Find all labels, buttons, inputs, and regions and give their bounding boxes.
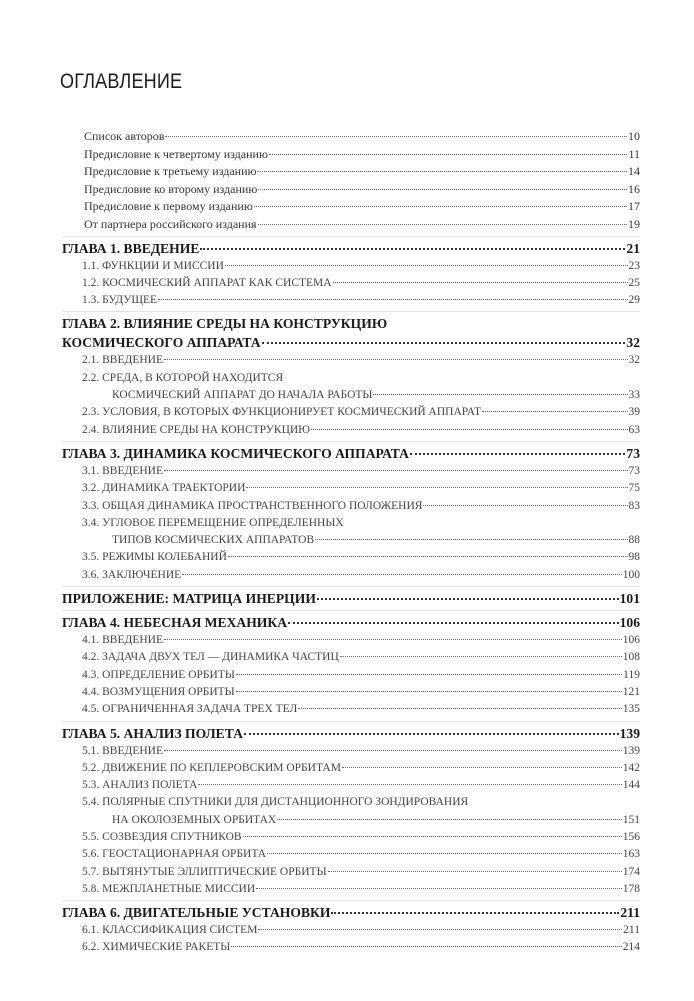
page-number: 73 <box>628 464 640 477</box>
toc-chapter-entry-row[interactable] <box>62 333 640 352</box>
toc-section-entry-row[interactable] <box>82 812 640 829</box>
page-number: 32 <box>628 354 640 367</box>
entry-title: 6.2. ХИМИЧЕСКИЕ РАКЕТЫ <box>82 941 231 954</box>
entry-title: ПРИЛОЖЕНИЕ: МАТРИЦА ИНЕРЦИИ <box>62 591 316 607</box>
toc-section-entry-row[interactable] <box>82 404 640 421</box>
toc-section-entry[interactable] <box>62 352 640 369</box>
toc-chapter-entry[interactable] <box>62 586 640 608</box>
page-number: 10 <box>628 129 640 143</box>
entry-title: ГЛАВА 3. ДИНАМИКА КОСМИЧЕСКОГО АППАРАТА <box>62 445 409 461</box>
dot-leader <box>164 750 622 751</box>
entry-title: Список авторов <box>84 129 165 143</box>
dot-leader <box>298 708 621 709</box>
toc-section-entry-row[interactable] <box>82 352 640 369</box>
entry-title: 1.1. ФУНКЦИИ И МИССИИ <box>82 259 224 272</box>
toc-section-entry-row[interactable] <box>82 387 640 404</box>
page-number: 211 <box>620 905 640 921</box>
toc-section-entry[interactable] <box>62 498 640 515</box>
toc-section-entry-row[interactable] <box>82 760 640 777</box>
dot-leader <box>317 598 619 600</box>
entry-title: 5.6. ГЕОСТАЦИОНАРНАЯ ОРБИТА <box>82 848 267 861</box>
dot-leader <box>333 282 628 283</box>
dot-leader <box>254 206 627 207</box>
dot-leader <box>258 189 627 190</box>
toc-front-entry-row[interactable] <box>84 163 640 181</box>
page-number: 33 <box>628 389 640 402</box>
toc-front-entry-row[interactable] <box>84 128 640 146</box>
page-number: 174 <box>622 865 640 878</box>
dot-leader <box>288 622 619 624</box>
dot-leader <box>182 574 622 575</box>
dot-leader <box>269 154 628 155</box>
toc-front-entry-row[interactable] <box>84 216 640 234</box>
toc-section-entry-row[interactable] <box>82 939 640 956</box>
page-number: 98 <box>628 551 640 564</box>
toc-section-entry-row[interactable] <box>82 567 640 584</box>
toc-front-entry[interactable] <box>62 216 640 234</box>
entry-title: ГЛАВА 4. НЕБЕСНАЯ МЕХАНИКА <box>62 615 288 631</box>
dot-leader <box>331 912 619 914</box>
toc-section-entry-row[interactable] <box>82 922 640 939</box>
toc-section-entry[interactable] <box>62 846 640 863</box>
toc-section-entry[interactable] <box>62 275 640 292</box>
page-number: 23 <box>628 259 640 272</box>
toc-front-entry[interactable] <box>62 163 640 181</box>
page-number: 75 <box>628 482 640 495</box>
dot-leader <box>244 733 619 735</box>
page-number: 29 <box>628 294 640 307</box>
dot-leader <box>410 453 626 455</box>
page-number: 121 <box>622 685 640 698</box>
page-number: 25 <box>628 276 640 289</box>
entry-title: 4.5. ОГРАНИЧЕННАЯ ЗАДАЧА ТРЕХ ТЕЛ <box>82 703 298 716</box>
page-number: 119 <box>623 668 640 681</box>
toc-section-entry-row[interactable] <box>82 777 640 794</box>
entry-title: 2.4. ВЛИЯНИЕ СРЕДЫ НА КОНСТРУКЦИЮ <box>82 423 311 436</box>
entry-title: ГЛАВА 5. АНАЛИЗ ПОЛЕТА <box>62 725 243 741</box>
entry-title-line1: 5.4. ПОЛЯРНЫЕ СПУТНИКИ ДЛЯ ДИСТАНЦИОННОГО ЗОНДИРОВАНИЯ <box>82 796 469 809</box>
page-number: 88 <box>628 534 640 547</box>
toc-section-entry[interactable] <box>62 667 640 684</box>
page-number: 106 <box>622 634 640 647</box>
toc-chapter-entry-row[interactable] <box>62 613 640 632</box>
toc-section-entry[interactable] <box>62 632 640 649</box>
toc-chapter-entry[interactable] <box>62 900 640 922</box>
toc-section-entry[interactable] <box>62 829 640 846</box>
page-number: 156 <box>622 830 640 843</box>
entry-title: От партнера российского издания <box>84 216 257 231</box>
toc-section-entry[interactable] <box>62 515 640 550</box>
toc-section-entry[interactable] <box>62 370 640 405</box>
entry-title: 4.2. ЗАДАЧА ДВУХ ТЕЛ — ДИНАМИКА ЧАСТИЦ <box>82 651 339 664</box>
entry-title: 4.1. ВВЕДЕНИЕ <box>82 634 163 647</box>
entry-title: 3.1. ВВЕДЕНИЕ <box>82 464 163 477</box>
dot-leader <box>236 674 622 675</box>
dot-leader <box>164 639 622 640</box>
toc-section-entry[interactable] <box>62 864 640 881</box>
toc-section-entry-row[interactable] <box>82 743 640 760</box>
entry-title-line1: ГЛАВА 2. ВЛИЯНИЕ СРЕДЫ НА КОНСТРУКЦИЮ <box>62 316 388 332</box>
dot-leader <box>158 299 627 300</box>
entry-title: ГЛАВА 1. ВВЕДЕНИЕ <box>62 240 200 256</box>
toc-section-entry[interactable] <box>62 777 640 794</box>
page-number: 214 <box>622 941 640 954</box>
page-number: 144 <box>622 779 640 792</box>
toc-section-entry-row[interactable] <box>82 684 640 701</box>
toc-section-entry[interactable] <box>62 684 640 701</box>
toc-section-entry-row[interactable] <box>82 480 640 497</box>
dot-leader <box>340 656 622 657</box>
entry-title: 3.3. ОБЩАЯ ДИНАМИКА ПРОСТРАНСТВЕННОГО ПОЛОЖЕНИЯ <box>82 499 423 512</box>
toc-front-entry[interactable] <box>62 198 640 216</box>
dot-leader <box>315 539 627 540</box>
page-number: 21 <box>626 240 640 256</box>
entry-title: 5.2. ДВИЖЕНИЕ ПО КЕПЛЕРОВСКИМ ОРБИТАМ <box>82 761 341 774</box>
page-number: 17 <box>628 199 640 214</box>
page-number: 163 <box>622 848 640 861</box>
page-number: 32 <box>626 335 640 351</box>
page-number: 83 <box>628 499 640 512</box>
page-number: 14 <box>628 164 640 179</box>
toc-chapter-entry[interactable] <box>62 311 640 352</box>
toc-section-entry[interactable] <box>62 760 640 777</box>
toc-section-entry[interactable] <box>62 549 640 566</box>
toc-section-entry-row[interactable] <box>82 549 640 566</box>
entry-title-line1: 2.2. СРЕДА, В КОТОРОЙ НАХОДИТСЯ <box>82 371 284 384</box>
toc-section-entry[interactable] <box>62 743 640 760</box>
dot-leader <box>482 411 627 412</box>
entry-title: 4.4. ВОЗМУЩЕНИЯ ОРБИТЫ <box>82 685 235 698</box>
dot-leader <box>342 767 622 768</box>
toc-section-entry[interactable] <box>62 649 640 666</box>
entry-title: 6.1. КЛАССИФИКАЦИЯ СИСТЕМ <box>82 924 258 937</box>
toc-chapter-entry-row[interactable] <box>62 724 640 743</box>
entry-title: Предисловие ко второму изданию <box>84 181 258 196</box>
toc-section-entry[interactable] <box>62 567 640 584</box>
toc-section-entry-row[interactable] <box>82 649 640 666</box>
page-number: 178 <box>622 882 640 895</box>
entry-title: 3.2. ДИНАМИКА ТРАЕКТОРИИ <box>82 482 246 495</box>
page-number: 211 <box>623 924 640 937</box>
toc-section-entry[interactable] <box>62 463 640 480</box>
table-of-contents <box>62 128 640 957</box>
page-number: 73 <box>626 445 640 461</box>
toc-front-entry-row[interactable] <box>84 146 640 164</box>
page-title: ОГЛАВЛЕНИЕ <box>60 70 183 93</box>
toc-chapter-entry-row[interactable] <box>62 239 640 258</box>
page-number: 63 <box>628 423 640 436</box>
toc-section-entry-row[interactable] <box>82 258 640 275</box>
toc-chapter-entry-row[interactable] <box>62 589 640 608</box>
toc-front-entry[interactable] <box>62 181 640 199</box>
dot-leader <box>258 224 627 225</box>
dot-leader <box>328 871 622 872</box>
toc-section-entry-row[interactable] <box>82 532 640 549</box>
entry-title: 5.5. СОЗВЕЗДИЯ СПУТНИКОВ <box>82 830 242 843</box>
page-number: 106 <box>619 615 640 631</box>
dot-leader <box>236 691 622 692</box>
entry-title-line1: 3.4. УГЛОВОЕ ПЕРЕМЕЩЕНИЕ ОПРЕДЕЛЕННЫХ <box>82 516 344 529</box>
toc-front-entry[interactable] <box>62 146 640 164</box>
entry-title: Предисловие к третьему изданию <box>84 164 257 179</box>
toc-section-entry[interactable] <box>62 939 640 956</box>
toc-section-entry-row[interactable] <box>82 463 640 480</box>
toc-section-entry[interactable] <box>62 794 640 829</box>
dot-leader <box>257 171 627 172</box>
toc-section-entry-row[interactable] <box>82 881 640 898</box>
page-number: 101 <box>619 591 640 607</box>
entry-title: Предисловие к первому изданию <box>84 199 253 214</box>
toc-section-entry-row[interactable] <box>82 829 640 846</box>
entry-title: Предисловие к четвертому изданию <box>84 146 268 161</box>
dot-leader <box>164 470 628 471</box>
dot-leader <box>165 136 627 137</box>
entry-title: 5.3. АНАЛИЗ ПОЛЕТА <box>82 779 198 792</box>
toc-front-entry[interactable] <box>62 128 640 146</box>
toc-section-entry[interactable] <box>62 480 640 497</box>
entry-title: 1.3. БУДУЩЕЕ <box>82 294 158 307</box>
entry-title: НА ОКОЛОЗЕМНЫХ ОРБИТАХ <box>112 813 277 826</box>
toc-section-entry-row[interactable] <box>82 422 640 439</box>
dot-leader <box>423 505 627 506</box>
page-number: 139 <box>619 725 640 741</box>
page-number: 19 <box>628 216 640 231</box>
toc-section-entry[interactable] <box>62 292 640 309</box>
entry-title: КОСМИЧЕСКОГО АППАРАТА <box>62 335 261 351</box>
entry-title: 2.3. УСЛОВИЯ, В КОТОРЫХ ФУНКЦИОНИРУЕТ КОСМИЧЕСКИЙ АППАРАТ <box>82 406 482 419</box>
page-number: 16 <box>628 181 640 196</box>
toc-section-entry[interactable] <box>62 922 640 939</box>
entry-title: 4.3. ОПРЕДЕЛЕНИЕ ОРБИТЫ <box>82 668 235 681</box>
dot-leader <box>246 487 627 488</box>
toc-section-entry[interactable] <box>62 422 640 439</box>
toc-section-entry-row[interactable] <box>82 275 640 292</box>
toc-chapter-entry[interactable] <box>62 610 640 632</box>
toc-front-entry-row[interactable] <box>84 198 640 216</box>
dot-leader <box>373 394 627 395</box>
toc-section-entry-row[interactable] <box>82 632 640 649</box>
toc-chapter-entry[interactable] <box>62 236 640 258</box>
entry-title: КОСМИЧЕСКИЙ АППАРАТ ДО НАЧАЛА РАБОТЫ <box>112 389 373 402</box>
entry-title: ГЛАВА 6. ДВИГАТЕЛЬНЫЕ УСТАНОВКИ <box>62 905 331 921</box>
entry-title: 3.5. РЕЖИМЫ КОЛЕБАНИЙ <box>82 551 227 564</box>
toc-chapter-entry-row[interactable] <box>62 903 640 922</box>
dot-leader <box>164 359 628 360</box>
dot-leader <box>243 836 622 837</box>
dot-leader <box>258 929 622 930</box>
toc-section-entry[interactable] <box>62 701 640 718</box>
dot-leader <box>225 265 628 266</box>
page-number: 151 <box>622 813 640 826</box>
toc-section-entry-row[interactable] <box>82 667 640 684</box>
entry-title: 1.2. КОСМИЧЕСКИЙ АППАРАТ КАК СИСТЕМА <box>82 276 332 289</box>
entry-title: 5.7. ВЫТЯНУТЫЕ ЭЛЛИПТИЧЕСКИЕ ОРБИТЫ <box>82 865 327 878</box>
toc-section-entry[interactable] <box>62 258 640 275</box>
dot-leader <box>228 556 628 557</box>
page-number: 39 <box>628 406 640 419</box>
page-number: 11 <box>628 146 640 161</box>
toc-section-entry-row[interactable] <box>82 498 640 515</box>
toc-section-entry[interactable] <box>62 404 640 421</box>
page-number: 108 <box>622 651 640 664</box>
toc-front-entry-row[interactable] <box>84 181 640 199</box>
toc-section-entry-row[interactable] <box>82 864 640 881</box>
dot-leader <box>267 853 622 854</box>
toc-section-entry-row[interactable] <box>82 292 640 309</box>
page-number: 100 <box>622 568 640 581</box>
toc-chapter-entry-row[interactable] <box>62 444 640 463</box>
dot-leader <box>277 819 622 820</box>
toc-section-entry[interactable] <box>62 881 640 898</box>
entry-title: 5.1. ВВЕДЕНИЕ <box>82 744 163 757</box>
dot-leader <box>256 888 622 889</box>
dot-leader <box>200 248 625 250</box>
dot-leader <box>262 342 626 344</box>
page-number: 139 <box>622 744 640 757</box>
page-number: 135 <box>622 703 640 716</box>
toc-section-entry-row[interactable] <box>82 846 640 863</box>
entry-title: 3.6. ЗАКЛЮЧЕНИЕ <box>82 568 182 581</box>
dot-leader <box>198 784 621 785</box>
toc-section-entry-row[interactable] <box>82 701 640 718</box>
toc-chapter-entry[interactable] <box>62 441 640 463</box>
entry-title: ТИПОВ КОСМИЧЕСКИХ АППАРАТОВ <box>112 534 315 547</box>
dot-leader <box>231 946 621 947</box>
entry-title: 5.8. МЕЖПЛАНЕТНЫЕ МИССИИ <box>82 882 256 895</box>
toc-chapter-entry[interactable] <box>62 721 640 743</box>
dot-leader <box>311 429 627 430</box>
entry-title: 2.1. ВВЕДЕНИЕ <box>82 354 163 367</box>
page-number: 142 <box>622 761 640 774</box>
